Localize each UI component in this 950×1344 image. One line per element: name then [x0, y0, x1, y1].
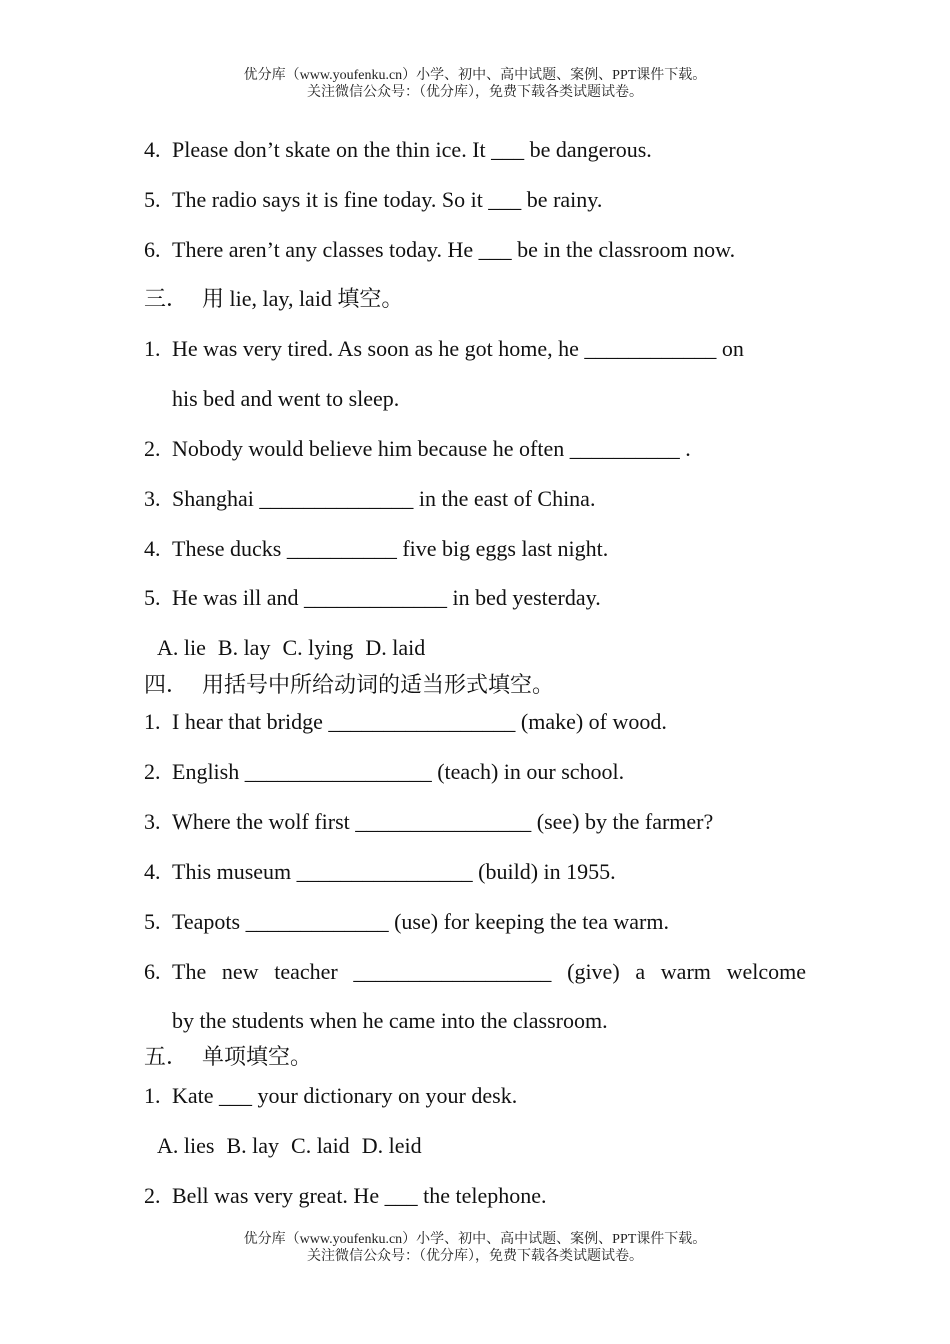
- section-number: 五．: [144, 1044, 189, 1069]
- page-header: [0, 67, 950, 101]
- page-footer: [0, 1231, 950, 1265]
- option-d: D. laid: [365, 635, 426, 660]
- question-line: [144, 485, 595, 513]
- question-line: [144, 335, 744, 363]
- section-title: 用 lie, lay, laid 填空。: [202, 286, 404, 311]
- question-number: 4.: [144, 137, 161, 162]
- question-number: 5.: [144, 585, 161, 610]
- question-line: [144, 808, 713, 836]
- option-b: B. lay: [226, 1133, 280, 1158]
- question-line: [144, 136, 652, 164]
- question-number: 1.: [144, 336, 161, 361]
- question-text: English _________________ (teach) in our school.: [172, 759, 625, 784]
- question-text: The new teacher __________________ (give) a warm welcome: [172, 959, 806, 984]
- question-line: [144, 958, 806, 986]
- question-number: 3.: [144, 486, 161, 511]
- question-line: [144, 908, 669, 936]
- question-text: Please don’t skate on the thin ice. It ___ be dangerous.: [172, 137, 652, 162]
- option-c: C. laid: [291, 1133, 350, 1158]
- option-d: D. leid: [361, 1133, 422, 1158]
- section-number: 三．: [144, 286, 189, 311]
- question-text: Where the wolf first ________________ (see) by the farmer?: [172, 809, 714, 834]
- question-number: 4.: [144, 859, 161, 884]
- section-heading: [144, 1043, 312, 1071]
- question-continuation: his bed and went to sleep.: [172, 386, 400, 411]
- question-line: [144, 584, 601, 612]
- question-number: 3.: [144, 809, 161, 834]
- header-line-2: 关注微信公众号：（优分库），免费下载各类试题试卷。: [307, 85, 643, 100]
- question-line: [144, 236, 735, 264]
- question-text: Teapots _____________ (use) for keeping the tea warm.: [172, 909, 669, 934]
- footer-line-1: 优分库（www.youfenku.cn）小学、初中、高中试题、案例、PPT课件下载。: [243, 1232, 707, 1247]
- footer-line-2: 关注微信公众号：（优分库），免费下载各类试题试卷。: [307, 1249, 643, 1264]
- question-line: [144, 1182, 546, 1210]
- question-text: He was ill and _____________ in bed yesterday.: [172, 585, 601, 610]
- question-text: I hear that bridge _________________ (make) of wood.: [172, 709, 667, 734]
- question-line: [144, 535, 608, 563]
- question-line: [144, 186, 602, 214]
- question-text: Shanghai ______________ in the east of China.: [172, 486, 596, 511]
- option-a: A. lies: [157, 1133, 215, 1158]
- question-line: [144, 858, 616, 886]
- question-number: 2.: [144, 436, 161, 461]
- question-text: Kate ___ your dictionary on your desk.: [172, 1083, 518, 1108]
- question-number: 5.: [144, 909, 161, 934]
- question-text: The radio says it is fine today. So it ___ be rainy.: [172, 187, 603, 212]
- question-line: [144, 435, 691, 463]
- answer-options: [157, 634, 437, 662]
- section-number: 四．: [144, 672, 189, 697]
- question-continuation: by the students when he came into the classroom.: [172, 1008, 608, 1033]
- header-line-1: 优分库（www.youfenku.cn）小学、初中、高中试题、案例、PPT课件下载。: [243, 68, 707, 83]
- section-title: 单项填空。: [202, 1044, 313, 1069]
- question-text: This museum ________________ (build) in 1955.: [172, 859, 616, 884]
- section-title: 用括号中所给动词的适当形式填空。: [202, 672, 555, 697]
- answer-options: [157, 1132, 434, 1160]
- question-text: Nobody would believe him because he often __________ .: [172, 436, 691, 461]
- question-number: 1.: [144, 709, 161, 734]
- question-number: 5.: [144, 187, 161, 212]
- question-number: 2.: [144, 1183, 161, 1208]
- question-text: These ducks __________ five big eggs last night.: [172, 536, 609, 561]
- section-heading: [144, 671, 554, 699]
- section-heading: [144, 285, 403, 313]
- question-number: 6.: [144, 237, 161, 262]
- question-line: [144, 1082, 517, 1110]
- option-b: B. lay: [217, 635, 271, 660]
- question-number: 1.: [144, 1083, 161, 1108]
- option-a: A. lie: [157, 635, 206, 660]
- question-number: 4.: [144, 536, 161, 561]
- question-line: [144, 708, 667, 736]
- option-c: C. lying: [282, 635, 354, 660]
- question-text: There aren’t any classes today. He ___ be in the classroom now.: [172, 237, 736, 262]
- question-number: 6.: [144, 959, 161, 984]
- question-text: Bell was very great. He ___ the telephone.: [172, 1183, 547, 1208]
- question-line: [144, 758, 624, 786]
- question-text: He was very tired. As soon as he got home, he ____________ on: [172, 336, 744, 361]
- question-number: 2.: [144, 759, 161, 784]
